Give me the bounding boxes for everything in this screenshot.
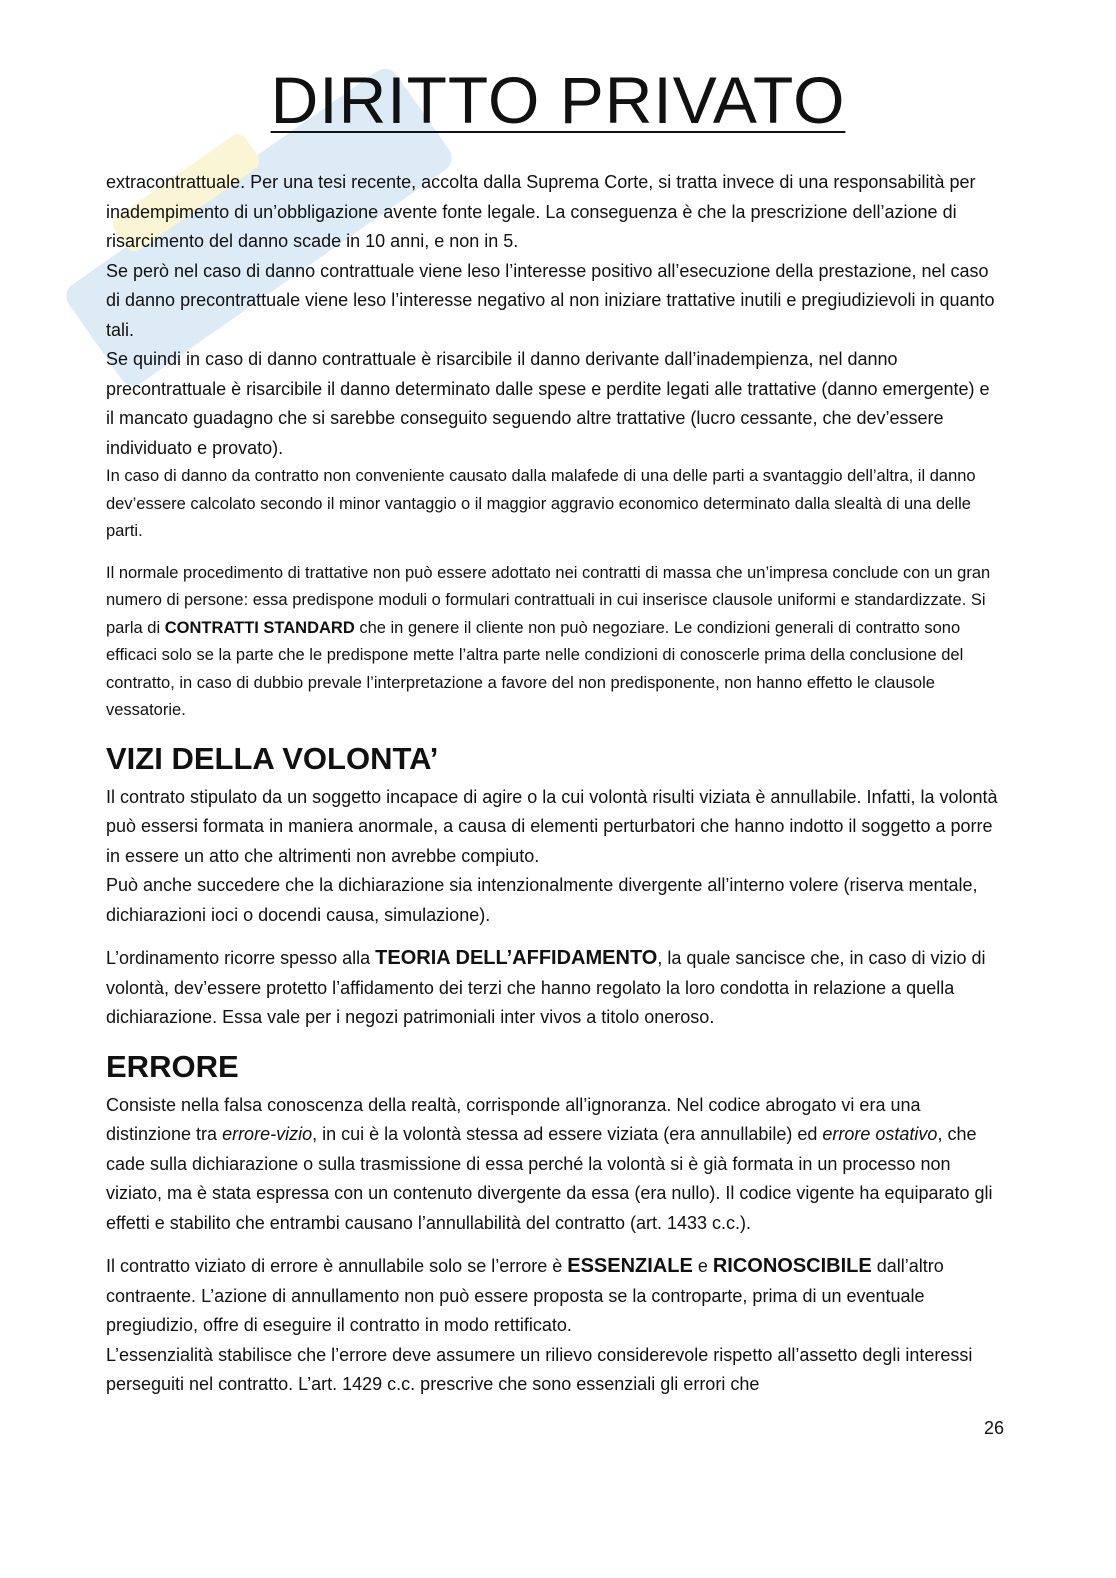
paragraph: L’ordinamento ricorre spesso alla TEORIA DELL’AFFIDAMENTO, la quale sancisce che, in caso di vizio di volontà, dev’essere protetto l’affidamento dei terzi che hanno regolato la loro condotta in relazione a quella dichiarazione. Essa vale per i negozi patrimoniali inter vivos a titolo oneroso. (106, 947, 986, 1027)
paragraph: Se quindi in caso di danno contrattuale è risarcibile il danno derivante dall’inadempienza, nel danno precontrattuale è risarcibile il danno determinato dalle spese e perdite legati alle trattative (danno emergente) e il mancato guadagno che si sarebbe conseguito seguendo altre trattative (lucro cessante, che dev’essere individuato e provato). (106, 349, 990, 458)
paragraph: extracontrattuale. Per una tesi recente, accolta dalla Suprema Corte, si tratta invece di una responsabilità per inadempimento di un’obbligazione avente fonte legale. La conseguenza è che la prescrizione dell’azione di risarcimento del danno scade in 10 anni, e non in 5. (106, 172, 976, 251)
paragraph: L’essenzialità stabilisce che l’errore deve assumere un rilievo considerevole rispetto all’assetto degli interessi perseguiti nel contratto. L’art. 1429 c.c. prescrive che sono essenziali gli errori che (106, 1344, 973, 1394)
keyword: CONTRATTI STANDARD (164, 618, 355, 637)
italic-term: errore ostativo (822, 1124, 938, 1144)
paragraph: Consiste nella falsa conoscenza della realtà, corrisponde all’ignoranza. Nel codice abrogato vi era una distinzione tra errore-vizio, in cui è la volontà stessa ad essere viziata (era annullabile) ed errore ostativo, che cade sulla dichiarazione o sulla trasmissione di essa perché la volontà si è già formata in un processo non viziato, ma è stata espressa con un contenuto divergente da essa (era nullo). Il codice vigente ha equiparato gli effetti e stabilito che entrambi causano l’annullabilità del contratto (art. 1433 c.c.). (106, 1094, 993, 1233)
page-number: 26 (983, 1418, 1004, 1438)
paragraph: Il contrato stipulato da un soggetto incapace di agire o la cui volontà risulti viziata è annullabile. Infatti, la volontà può essersi formata in maniera anormale, a causa di elementi perturbatori che hanno indotto il soggetto a porre in essere un atto che altrimenti non avrebbe compiuto. (106, 786, 998, 866)
paragraph: Il contratto viziato di errore è annullabile solo se l’errore è ESSENZIALE e RICONOSCIBILE dall’altro contraente. L’azione di annullamento non può essere proposta se la controparte, prima di un eventuale pregiudizio, offre di eseguire il contratto in modo rettificato. (106, 1255, 944, 1335)
keyword: TEORIA DELL’AFFIDAMENTO (375, 947, 658, 969)
document-body (106, 168, 1002, 1400)
paragraph: Se però nel caso di danno contrattuale viene leso l’interesse positivo all’esecuzione della prestazione, nel caso di danno precontrattuale viene leso l’interesse negativo al non iniziare trattative inutili e pregiudizievoli in quanto tali. (106, 260, 995, 340)
paragraph: In caso di danno da contratto non conveniente causato dalla malafede di una delle parti a svantaggio dell’altra, il danno dev’essere calcolato secondo il minor vantaggio o il maggior aggravio economico determinato dalla slealtà di una delle parti. (106, 467, 976, 540)
keyword: ESSENZIALE (567, 1255, 693, 1277)
paragraph: Può anche succedere che la dichiarazione sia intenzionalmente divergente all’interno volere (riserva mentale, dichiarazioni ioci o docendi causa, simulazione). (106, 875, 978, 925)
section-heading: ERRORE (106, 1048, 239, 1084)
paragraph: Il normale procedimento di trattative non può essere adottato nei contratti di massa che un’impresa conclude con un gran numero di persone: essa predispone moduli o formulari contrattuali in cui inserisce clausole uniformi e standardizzate. Si parla di CONTRATTI STANDARD che in genere il cliente non può negoziare. Le condizioni generali di contratto sono efficaci solo se la parte che le predispone mette l’altra parte nelle condizioni di conoscerle prima della conclusione del contratto, in caso di dubbio prevale l’interpretazione a favore del non predisponente, non hanno effetto le clausole vessatorie. (106, 563, 991, 719)
page-title: DIRITTO PRIVATO (270, 63, 846, 137)
keyword: RICONOSCIBILE (712, 1255, 872, 1277)
italic-term: errore-vizio (222, 1124, 313, 1144)
section-heading: VIZI DELLA VOLONTA’ (106, 740, 439, 776)
